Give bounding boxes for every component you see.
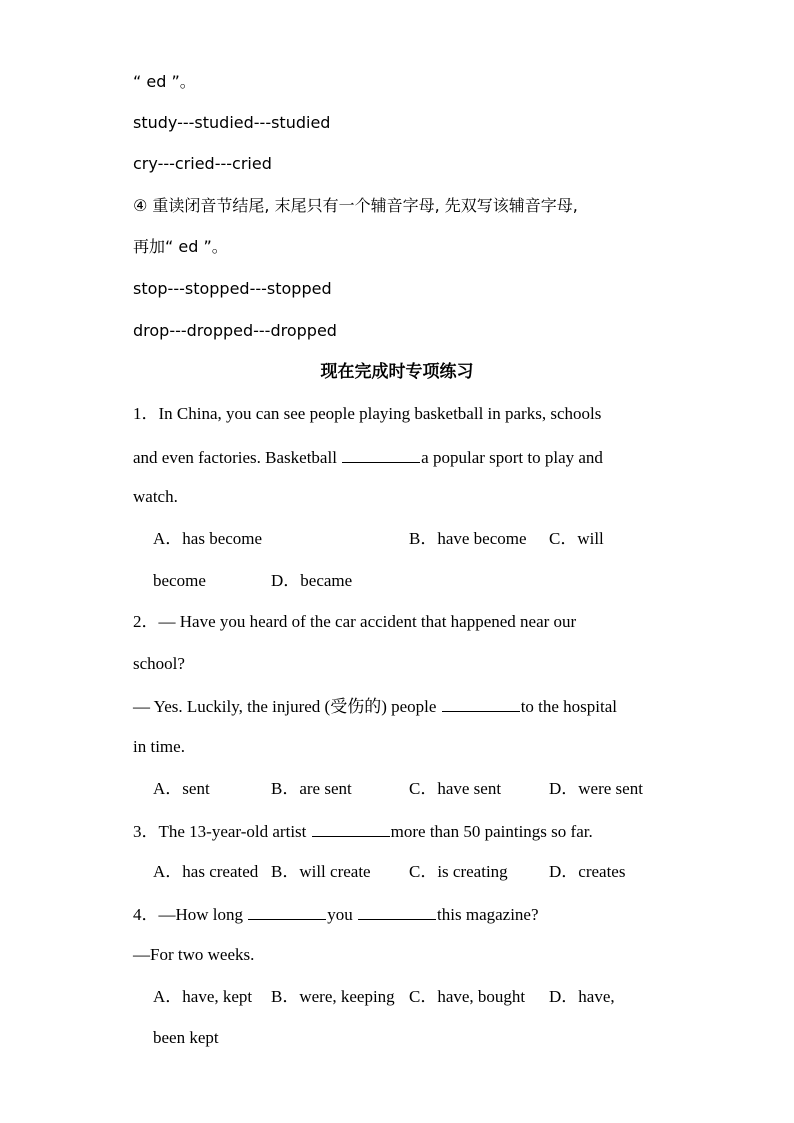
q3-option-b: B．will create xyxy=(271,862,371,881)
ed-ending-text: “ ed ”。 xyxy=(133,72,196,91)
q4-option-d: D．have, xyxy=(549,987,615,1006)
q4-line-2: —For two weeks. xyxy=(133,945,255,964)
q4-line-1-start: 4．—How long xyxy=(133,905,244,924)
q1-option-c: C．will xyxy=(549,529,604,548)
q2-line-3-end: to the hospital xyxy=(520,697,618,716)
q2-option-b: B．are sent xyxy=(271,779,352,798)
q1-line-2-start: and even factories. Basketball xyxy=(133,448,337,467)
q1-option-b: B．have become xyxy=(409,529,527,548)
q2-line-4: in time. xyxy=(133,737,185,756)
q2-option-a: A．sent xyxy=(153,779,210,798)
answer-blank xyxy=(342,446,420,463)
q4-line-1-mid: you xyxy=(327,905,353,924)
rule-4-line-2: 再加“ ed ”。 xyxy=(133,237,228,256)
answer-blank xyxy=(358,903,436,920)
exercise-title: 现在完成时专项练习 xyxy=(320,362,474,382)
study-example: study---studied---studied xyxy=(133,113,331,132)
rule-4-line-1: ④ 重读闭音节结尾, 末尾只有一个辅音字母, 先双写该辅音字母, xyxy=(133,196,578,215)
q1-option-c-cont: become xyxy=(153,571,206,590)
q1-option-d: D．became xyxy=(271,571,353,590)
q4-option-a: A．have, kept xyxy=(153,987,253,1006)
q4-option-d-cont: been kept xyxy=(153,1028,219,1047)
q1-option-a: A．has become xyxy=(153,529,263,548)
q4-option-b: B．were, keeping xyxy=(271,987,395,1006)
cry-example: cry---cried---cried xyxy=(133,154,272,173)
q3-option-c: C．is creating xyxy=(409,862,508,881)
q4-option-c: C．have, bought xyxy=(409,987,526,1006)
q4-line-1 xyxy=(133,903,539,925)
q1-line-2 xyxy=(133,446,603,468)
q2-line-3 xyxy=(133,695,617,717)
stop-example: stop---stopped---stopped xyxy=(133,279,332,298)
q2-option-d: D．were sent xyxy=(549,779,643,798)
q3-line-1-end: more than 50 paintings so far. xyxy=(390,822,593,841)
q1-line-3: watch. xyxy=(133,487,178,506)
q2-line-2: school? xyxy=(133,654,185,673)
answer-blank xyxy=(312,820,390,837)
q1-line-1: 1．In China, you can see people playing basketball in parks, schools xyxy=(133,404,602,423)
q2-line-1: 2．— Have you heard of the car accident that happened near our xyxy=(133,612,577,631)
answer-blank xyxy=(442,695,520,712)
q3-option-a: A．has created xyxy=(153,862,259,881)
q3-option-d: D．creates xyxy=(549,862,626,881)
q1-line-2-end: a popular sport to play and xyxy=(421,448,603,467)
q2-option-c: C．have sent xyxy=(409,779,502,798)
q2-line-3-start: — Yes. Luckily, the injured (受伤的) people xyxy=(133,697,437,716)
q3-line-1-start: 3．The 13-year-old artist xyxy=(133,822,307,841)
drop-example: drop---dropped---dropped xyxy=(133,321,337,340)
q3-line-1 xyxy=(133,820,593,842)
q4-line-1-end: this magazine? xyxy=(437,905,539,924)
answer-blank xyxy=(248,903,326,920)
